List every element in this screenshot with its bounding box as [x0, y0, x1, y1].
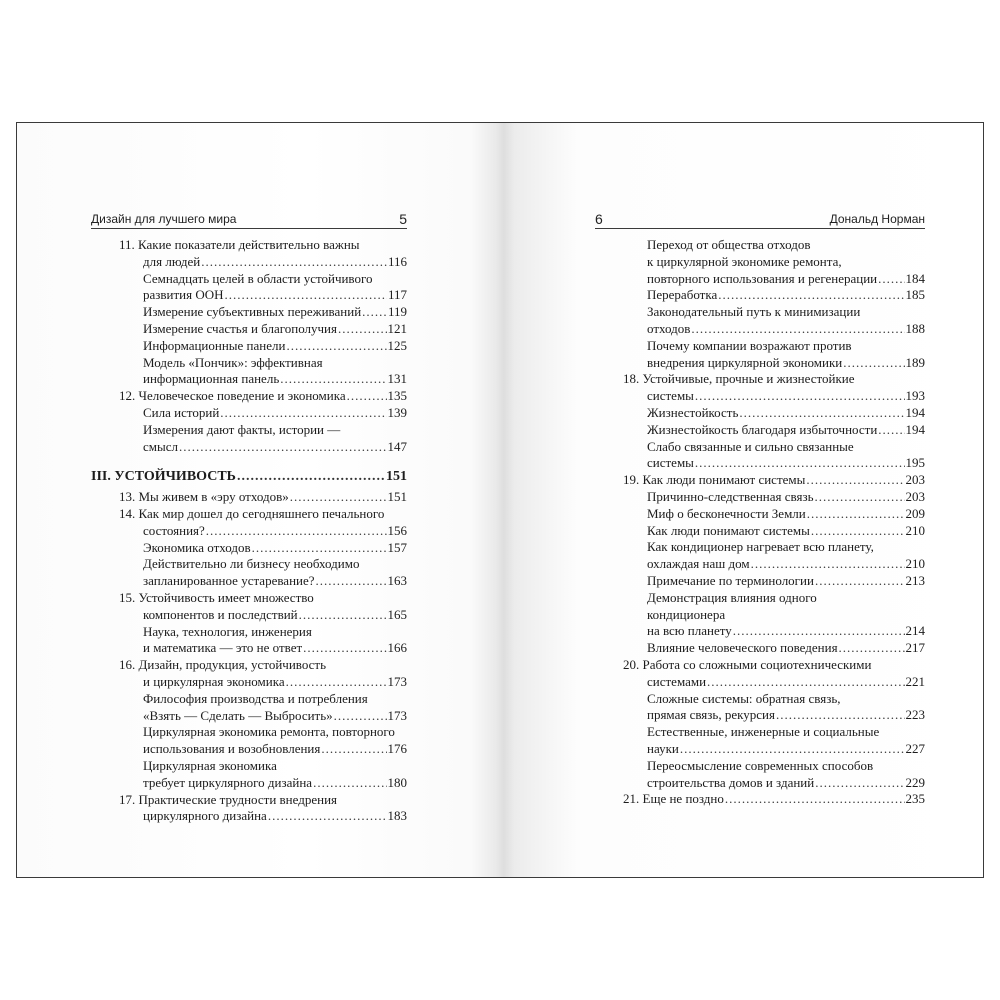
- toc-entry-title: охлаждая наш дом: [647, 556, 750, 572]
- toc-page-number: 203: [905, 488, 925, 504]
- toc-entry-title: «Взять — Сделать — Выбросить»: [143, 707, 333, 723]
- dot-leader: [334, 708, 387, 725]
- dot-leader: [313, 775, 386, 792]
- toc-section-entry: [595, 758, 925, 792]
- toc-entry-line: Сложные системы: обратная связь,: [647, 690, 841, 706]
- toc-page-number: 173: [387, 707, 407, 723]
- running-head-left: [91, 209, 407, 229]
- toc-page-number: 151: [386, 469, 407, 485]
- dot-leader: [237, 469, 385, 486]
- toc-entry-title: информационная панель: [143, 371, 280, 387]
- dot-leader: [303, 640, 386, 657]
- toc-entry-title: 13. Мы живем в «эру отходов»: [119, 489, 289, 505]
- toc-entry-title: прямая связь, рекурсия: [647, 707, 775, 723]
- running-title: Дизайн для лучшего мира: [91, 212, 237, 226]
- toc-entry-title: Жизнестойкость: [647, 404, 739, 420]
- toc-section-entry: [595, 304, 925, 338]
- toc-entry-line: Действительно ли бизнесу необходимо: [143, 556, 360, 572]
- dot-leader: [680, 741, 905, 758]
- dot-leader: [225, 287, 387, 304]
- toc-page-number: 193: [905, 388, 925, 404]
- toc-entry-line: 17. Практические трудности внедрения: [119, 791, 338, 807]
- toc-entry-title: системами: [647, 673, 707, 689]
- toc-page-number: 180: [387, 774, 407, 790]
- toc-section-entry: [595, 422, 925, 439]
- toc-entry-line: Слабо связанные и сильно связанные: [647, 438, 854, 454]
- toc-entry-title: развития ООН: [143, 287, 224, 303]
- running-head-right: [595, 209, 925, 229]
- dot-leader: [220, 405, 386, 422]
- toc-entry-title: Примечание по терминологии: [647, 572, 814, 588]
- toc-section-entry: [91, 405, 407, 422]
- toc-page-number: 156: [387, 522, 407, 538]
- dot-leader: [718, 287, 904, 304]
- table-of-contents-left: [91, 237, 407, 825]
- toc-entry-line: Законодательный путь к минимизации: [647, 304, 861, 320]
- dot-leader: [286, 338, 386, 355]
- toc-section-entry: [91, 271, 407, 305]
- toc-entry-line: Философия производства и потребления: [143, 690, 368, 706]
- toc-entry-title: 19. Как люди понимают системы: [623, 472, 806, 488]
- toc-entry-title: циркулярного дизайна: [143, 808, 267, 824]
- dot-leader: [806, 472, 904, 489]
- toc-page-number: 121: [387, 320, 407, 336]
- toc-page-number: 221: [905, 673, 925, 689]
- toc-page-number: 166: [387, 640, 407, 656]
- toc-chapter-entry: [91, 657, 407, 691]
- toc-section-entry: [91, 624, 407, 658]
- toc-entry-title: и циркулярная экономика: [143, 673, 285, 689]
- toc-chapter-entry: [91, 388, 407, 405]
- dot-leader: [362, 304, 387, 321]
- toc-page-number: 195: [905, 455, 925, 471]
- toc-chapter-entry: [91, 506, 407, 540]
- toc-page-number: 209: [905, 505, 925, 521]
- toc-entry-title: внедрения циркулярной экономики: [647, 354, 843, 370]
- toc-chapter-entry: [595, 657, 925, 691]
- toc-section-entry: [595, 338, 925, 372]
- toc-section-entry: [595, 523, 925, 540]
- toc-chapter-entry: [595, 472, 925, 489]
- toc-entry-line: Демонстрация влияния одного: [647, 589, 817, 605]
- dot-leader: [843, 355, 904, 372]
- toc-entry-title: 21. Еще не поздно: [623, 791, 724, 807]
- toc-page-number: 119: [387, 304, 407, 320]
- toc-entry-title: и математика — это не ответ: [143, 640, 303, 656]
- dot-leader: [878, 271, 904, 288]
- page-number: 6: [595, 211, 603, 227]
- toc-section-entry: [91, 758, 407, 792]
- toc-page-number: 210: [905, 522, 925, 538]
- toc-chapter-entry: [91, 237, 407, 271]
- dot-leader: [299, 607, 387, 624]
- toc-page-number: 135: [387, 388, 407, 404]
- toc-entry-line: 15. Устойчивость имеет множество: [119, 589, 314, 605]
- toc-page-number: 131: [387, 371, 407, 387]
- toc-section-entry: [91, 304, 407, 321]
- dot-leader: [286, 674, 387, 691]
- dot-leader: [707, 674, 904, 691]
- toc-entry-line: Циркулярная экономика ремонта, повторного: [143, 724, 395, 740]
- toc-section-entry: [91, 556, 407, 590]
- toc-entry-line: Наука, технология, инженерия: [143, 623, 312, 639]
- toc-entry-title: Информационные панели: [143, 337, 286, 353]
- dot-leader: [807, 506, 905, 523]
- dot-leader: [252, 540, 387, 557]
- toc-entry-title: отходов: [647, 320, 691, 336]
- toc-entry-line: Семнадцать целей в области устойчивого: [143, 270, 373, 286]
- toc-chapter-entry: [91, 590, 407, 624]
- right-page: [595, 209, 925, 807]
- toc-entry-title: запланированное устаревание?: [143, 573, 315, 589]
- dot-leader: [815, 775, 904, 792]
- dot-leader: [201, 254, 387, 271]
- toc-entry-line: к циркулярной экономике ремонта,: [647, 253, 842, 269]
- toc-entry-title: Жизнестойкость благодаря избыточности: [647, 421, 878, 437]
- toc-section-entry: [91, 540, 407, 557]
- toc-entry-line: 16. Дизайн, продукция, устойчивость: [119, 657, 327, 673]
- toc-section-entry: [91, 422, 407, 456]
- toc-entry-title: Переработка: [647, 287, 718, 303]
- dot-leader: [206, 523, 387, 540]
- toc-entry-line: Циркулярная экономика: [143, 757, 277, 773]
- toc-section-entry: [595, 405, 925, 422]
- dot-leader: [695, 455, 905, 472]
- toc-entry-title: смысл: [143, 438, 178, 454]
- dot-leader: [347, 388, 387, 405]
- toc-entry-title: на всю планету: [647, 623, 732, 639]
- toc-entry-line: Естественные, инженерные и социальные: [647, 724, 880, 740]
- toc-page-number: 194: [905, 421, 925, 437]
- toc-page-number: 235: [905, 791, 925, 807]
- toc-section-entry: [91, 355, 407, 389]
- toc-page-number: 116: [387, 253, 407, 269]
- toc-entry-title: повторного использования и регенерации: [647, 270, 878, 286]
- toc-entry-title: III. УСТОЙЧИВОСТЬ: [91, 469, 236, 485]
- dot-leader: [290, 489, 387, 506]
- dot-leader: [878, 422, 904, 439]
- toc-entry-title: Миф о бесконечности Земли: [647, 505, 806, 521]
- toc-page-number: 117: [387, 287, 407, 303]
- book-spread: [16, 122, 984, 878]
- toc-page-number: 165: [387, 606, 407, 622]
- dot-leader: [280, 371, 386, 388]
- toc-entry-title: состояния?: [143, 522, 205, 538]
- toc-chapter-entry: [91, 792, 407, 826]
- toc-page-number: 163: [387, 573, 407, 589]
- toc-page-number: 188: [905, 320, 925, 336]
- toc-entry-title: Влияние человеческого поведения: [647, 640, 838, 656]
- left-page: [91, 209, 407, 824]
- toc-page-number: 139: [387, 404, 407, 420]
- toc-entry-title: системы: [647, 388, 694, 404]
- toc-section-entry: [595, 237, 925, 287]
- toc-entry-title: использования и возобновления: [143, 741, 321, 757]
- toc-page-number: 214: [905, 623, 925, 639]
- dot-leader: [691, 321, 904, 338]
- toc-entry-title: системы: [647, 455, 694, 471]
- toc-section-entry: [595, 506, 925, 523]
- dot-leader: [733, 623, 905, 640]
- toc-section-entry: [595, 640, 925, 657]
- toc-page-number: 227: [905, 740, 925, 756]
- dot-leader: [316, 573, 387, 590]
- toc-page-number: 210: [905, 556, 925, 572]
- toc-page-number: 157: [387, 539, 407, 555]
- dot-leader: [815, 489, 905, 506]
- toc-section-entry: [595, 724, 925, 758]
- toc-page-number: 217: [905, 640, 925, 656]
- toc-section-entry: [91, 691, 407, 725]
- toc-section-entry: [595, 691, 925, 725]
- dot-leader: [811, 523, 905, 540]
- toc-entry-line: кондиционера: [647, 606, 726, 622]
- toc-page-number: 173: [387, 673, 407, 689]
- toc-page-number: 223: [905, 707, 925, 723]
- toc-entry-line: Измерения дают факты, истории —: [143, 421, 341, 437]
- toc-entry-title: Причинно-следственная связь: [647, 488, 814, 504]
- page-number: 5: [399, 211, 407, 227]
- dot-leader: [776, 707, 905, 724]
- toc-section-entry: [595, 590, 925, 640]
- toc-entry-title: для людей: [143, 253, 201, 269]
- toc-section-entry: [595, 539, 925, 573]
- toc-entry-title: строительства домов и зданий: [647, 774, 815, 790]
- toc-chapter-entry: [595, 371, 925, 405]
- toc-entry-line: Модель «Пончик»: эффективная: [143, 354, 323, 370]
- toc-chapter-entry: [91, 489, 407, 506]
- toc-page-number: 189: [905, 354, 925, 370]
- toc-page-number: 151: [387, 489, 407, 505]
- toc-page-number: 185: [905, 287, 925, 303]
- toc-section-entry: [595, 489, 925, 506]
- dot-leader: [839, 640, 905, 657]
- running-title: Дональд Норман: [829, 212, 925, 226]
- toc-page-number: 213: [905, 572, 925, 588]
- dot-leader: [725, 791, 905, 808]
- toc-page-number: 184: [905, 270, 925, 286]
- toc-page-number: 125: [387, 337, 407, 353]
- toc-section-entry: [595, 287, 925, 304]
- toc-entry-title: 12. Человеческое поведение и экономика: [119, 388, 346, 404]
- dot-leader: [268, 808, 387, 825]
- toc-entry-line: 14. Как мир дошел до сегодняшнего печального: [119, 505, 385, 521]
- toc-section-entry: [91, 338, 407, 355]
- toc-entry-line: 20. Работа со сложными социотехническими: [623, 656, 872, 672]
- dot-leader: [815, 573, 905, 590]
- toc-page-number: 147: [387, 438, 407, 454]
- toc-entry-title: Как люди понимают системы: [647, 522, 810, 538]
- toc-chapter-entry: [595, 791, 925, 808]
- dot-leader: [739, 405, 904, 422]
- toc-page-number: 194: [905, 404, 925, 420]
- toc-page-number: 203: [905, 472, 925, 488]
- toc-entry-line: Переосмысление современных способов: [647, 757, 874, 773]
- toc-section-entry: [595, 573, 925, 590]
- toc-entry-line: Как кондиционер нагревает всю планету,: [647, 539, 874, 555]
- toc-entry-title: требует циркулярного дизайна: [143, 774, 313, 790]
- toc-entry-title: Экономика отходов: [143, 539, 251, 555]
- toc-page-number: 229: [905, 774, 925, 790]
- toc-entry-title: Измерение счастья и благополучия: [143, 320, 337, 336]
- table-of-contents-right: [595, 237, 925, 808]
- toc-entry-line: Почему компании возражают против: [647, 337, 852, 353]
- toc-entry-line: 18. Устойчивые, прочные и жизнестойкие: [623, 371, 855, 387]
- toc-section-entry: [91, 321, 407, 338]
- dot-leader: [338, 321, 387, 338]
- dot-leader: [321, 741, 386, 758]
- toc-section-entry: [91, 724, 407, 758]
- toc-page-number: 176: [387, 741, 407, 757]
- toc-entry-line: 11. Какие показатели действительно важны: [119, 237, 360, 252]
- toc-entry-title: Измерение субъективных переживаний: [143, 304, 362, 320]
- dot-leader: [695, 388, 905, 405]
- toc-entry-line: Переход от общества отходов: [647, 237, 811, 252]
- toc-part-heading: [91, 469, 407, 486]
- dot-leader: [179, 439, 387, 456]
- toc-entry-title: науки: [647, 740, 679, 756]
- toc-entry-title: Сила историй: [143, 404, 220, 420]
- toc-section-entry: [595, 439, 925, 473]
- toc-entry-title: компонентов и последствий: [143, 606, 298, 622]
- toc-page-number: 183: [387, 808, 407, 824]
- dot-leader: [751, 556, 905, 573]
